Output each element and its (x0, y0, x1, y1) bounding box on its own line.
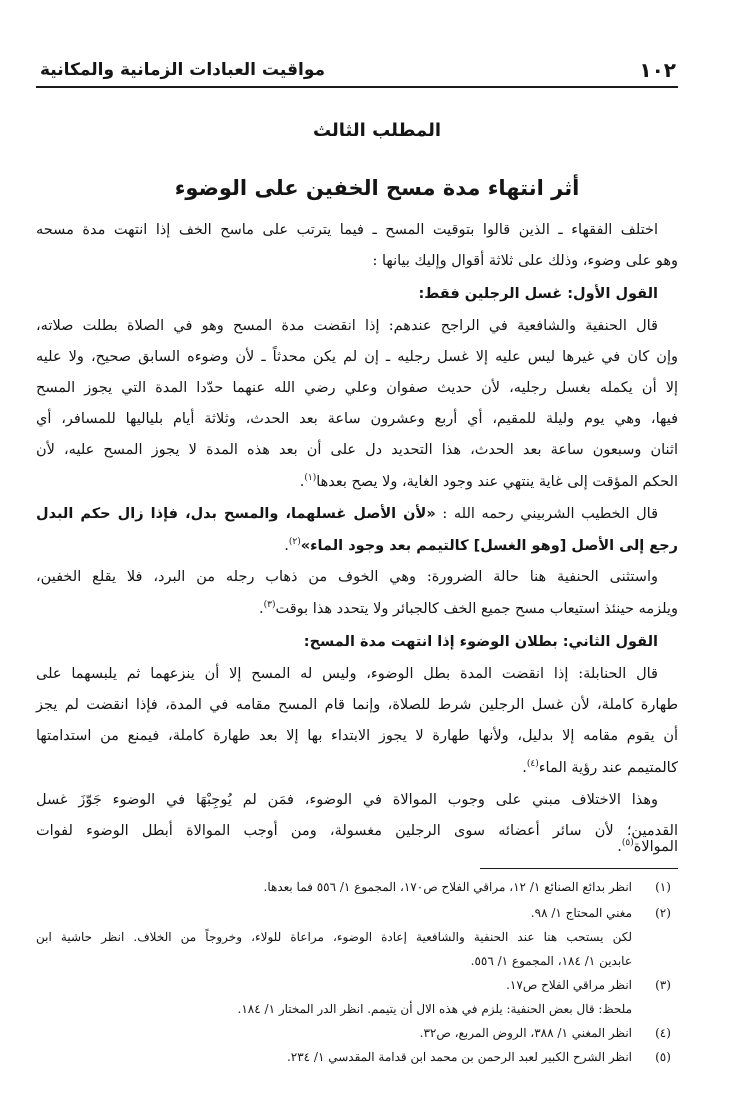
footnote-ref: (٢) (288, 537, 301, 547)
text-fragment: قال الخطيب الشربيني رحمه الله : (442, 506, 659, 522)
footnote-item (36, 906, 678, 926)
footnote-separator (480, 868, 678, 869)
text-line: قال الحنابلة: إذا انقضت المدة بطل الوضوء، وليس له المسح إلا أن ينزعهما ثم يلبسهما على (36, 666, 658, 682)
footnote-text: مغني المحتاج ١/ ٩٨. (530, 906, 632, 920)
footnote-text: لكن يستحب هنا عند الحنفية والشافعية إعادة الوضوء، مراعاة للولاء، وخروجاً من الخلاف. انظر حاشية ابن (36, 930, 632, 944)
footnote-number: (١) (655, 880, 671, 894)
text-line: القدمين؛ لأن سائر أعضائه سوى الرجلين مغسولة، ومن أوجب الموالاة أبطل الوضوء لفوات (36, 823, 678, 839)
text-line: الموالاة$^{(٥)}$. (617, 838, 678, 855)
footnote-text: انظر المغني ١/ ٣٨٨، الروض المربع، ص٣٢. (419, 1026, 632, 1040)
text-line: رجع إلى الأصل [وهو الغسل] كالتيمم بعد وجود الماء»$^{(٢)}$. (284, 537, 678, 554)
text-line: قال الحنفية والشافعية في الراجح عندهم: إذا انقضت مدة المسح وهو في الصلاة بطلت صلاته، (36, 318, 658, 334)
footnote-number: (٢) (655, 906, 671, 920)
footnote-number: (٣) (655, 978, 671, 992)
text-line: إلا أن يكمله بغسل رجليه، لأن حديث صفوان وعلي رضي الله عنهما حدّدا المدة التي يجوز المسح (36, 380, 678, 396)
text-line: وإن كان في غيرها ليس عليه إلا غسل رجليه ـ إن لم يكن محدثاً ـ لأن وضوءه السابق صحيح، ولا عليه (36, 349, 678, 365)
text-line: الحكم المؤقت إلى غاية ينتهي عند وجود الغاية، ولا يصح بعدها$^{(١)}$. (299, 473, 678, 490)
footnote-item (36, 978, 678, 998)
footnote-ref: (٥) (621, 838, 634, 848)
opinion-2-heading: القول الثاني: بطلان الوضوء إذا انتهت مدة المسح: (303, 634, 658, 650)
text-fragment: ويلزمه حينئذ استيعاب مسح جميع الخف كالجبائر ولا يتحدد هذا بوقت (275, 600, 678, 617)
text-line: اختلف الفقهاء ـ الذين قالوا بتوقيت المسح ـ فيما يترتب على ماسح الخف إذا انتهت مدة مسحه (36, 222, 658, 238)
running-title: مواقيت العبادات الزمانية والمكانية (40, 60, 325, 80)
footnote-item (36, 954, 678, 974)
footnote-text: انظر مراقي الفلاح ص١٧. (506, 978, 632, 992)
footnote-item (36, 1026, 678, 1046)
chapter-heading: أثر انتهاء مدة مسح الخفين على الوضوء (174, 176, 580, 200)
footnote-item (36, 930, 678, 950)
text-line: اثنان وسبعون ساعة بعد الحدث، هذا التحديد دل على أن بعد هذه المدة لا يجوز المسح عليه، لأن (36, 442, 678, 458)
text-line (36, 506, 678, 522)
text-line: وهذا الاختلاف مبني على وجوب الموالاة في الوضوء، فمَن لم يُوجِبْهَا في الوضوء جَوّزَ غسل (36, 792, 658, 808)
quotation: رجع إلى الأصل [وهو الغسل] كالتيمم بعد وجود الماء» (300, 537, 678, 554)
text-line: وهو على وضوء، وذلك على ثلاثة أقوال وإليك بيانها : (372, 253, 678, 269)
footnote-item (36, 1050, 678, 1070)
footnote-item (36, 1002, 678, 1022)
footnote-ref: (٣) (263, 600, 276, 610)
text-line: أن يقوم مقامه إلا بدليل، ولأنها طهارة لا يجوز الابتداء بها إلا بعد طهارة كاملة، فيمنع من استدامتها (36, 728, 678, 744)
quotation: «لأن الأصل غسلهما، والمسح بدل، فإذا زال حكم البدل (36, 506, 436, 522)
text-line: فيها، وهي يوم وليلة للمقيم، أي أربع وعشرون ساعة بعد الحدث، وثلاثة أيام بلياليها للمسافر، أي (36, 411, 678, 427)
footnote-text: ملحظ: قال بعض الحنفية: يلزم في هذه الال أن يتيمم. انظر الدر المختار ١/ ١٨٤. (237, 1002, 632, 1016)
text-line: طهارة كاملة، لأن غسل الرجلين شرط للصلاة، وإنما قام المسح مقامه في المدة، فإذا انقضت لم يجز (36, 697, 678, 713)
page-number: ١٠٢ (639, 58, 676, 82)
text-line: كالمتيمم عند رؤية الماء$^{(٤)}$. (522, 759, 678, 776)
footnote-text: انظر الشرح الكبير لعبد الرحمن بن محمد ابن قدامة المقدسي ١/ ٢٣٤. (286, 1050, 632, 1064)
text-fragment: الحكم المؤقت إلى غاية ينتهي عند وجود الغاية، ولا يصح بعدها (316, 473, 678, 490)
page-header (36, 52, 678, 88)
footnote-ref: (١) (304, 473, 317, 483)
footnote-number: (٤) (655, 1026, 671, 1040)
footnote-number: (٥) (655, 1050, 671, 1064)
text-fragment: كالمتيمم عند رؤية الماء (538, 759, 678, 776)
footnote-item (36, 880, 678, 900)
text-line: ويلزمه حينئذ استيعاب مسح جميع الخف كالجبائر ولا يتحدد هذا بوقت$^{(٣)}$. (259, 600, 678, 617)
footnote-text: عابدين ١/ ١٨٤، المجموع ١/ ٥٥٦. (470, 954, 632, 968)
footnote-text: انظر بدائع الصنائع ١/ ١٢، مراقي الفلاح ص١٧٠، المجموع ١/ ٥٥٦ فما بعدها. (263, 880, 632, 894)
text-line: واستثنى الحنفية هنا حالة الضرورة: وهي الخوف من ذهاب رجله من البرد، فلا يقلع الخفين، (36, 569, 658, 585)
section-title: المطلب الثالث (312, 120, 442, 141)
text-fragment: الموالاة (633, 838, 678, 855)
footnote-ref: (٤) (526, 759, 539, 769)
opinion-1-heading: القول الأول: غسل الرجلين فقط: (418, 286, 658, 302)
